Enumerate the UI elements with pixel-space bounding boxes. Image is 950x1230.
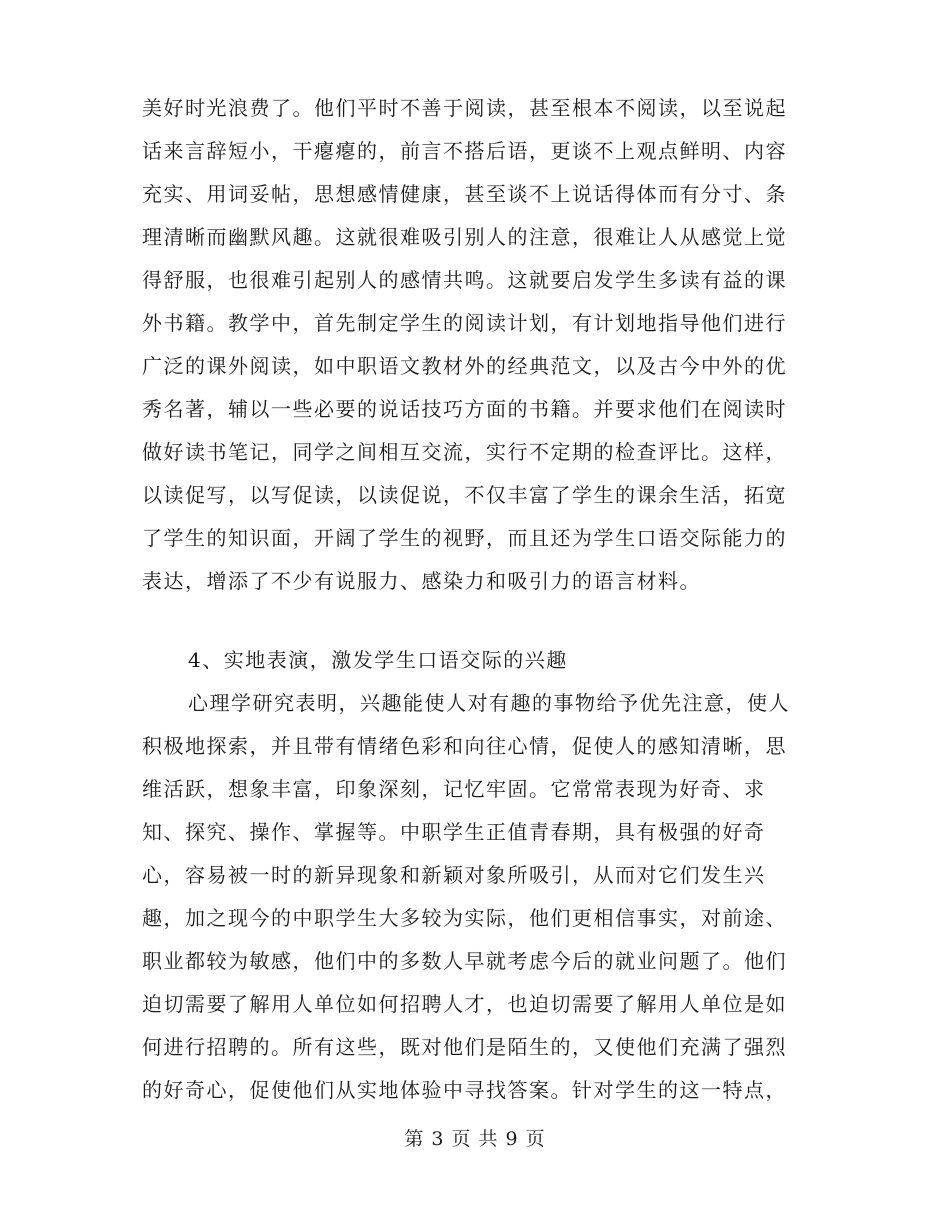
paragraph-1-line: 美好时光浪费了。他们平时不善于阅读，甚至根本不阅读，以至说起	[142, 96, 787, 120]
section-heading: 4、实地表演，激发学生口语交际的兴趣	[188, 648, 568, 672]
paragraph-2-line: 迫切需要了解用人单位如何招聘人才，也迫切需要了解用人单位是如	[142, 992, 787, 1016]
paragraph-1-line: 秀名著，辅以一些必要的说话技巧方面的书籍。并要求他们在阅读时	[142, 397, 787, 421]
paragraph-1-line: 广泛的课外阅读，如中职语文教材外的经典范文，以及古今中外的优	[142, 354, 787, 378]
paragraph-2-line: 心，容易被一时的新异现象和新颖对象所吸引，从而对它们发生兴	[142, 863, 766, 887]
paragraph-2-line: 积极地探索，并且带有情绪色彩和向往心情，促使人的感知清晰，思	[142, 734, 787, 758]
paragraph-2-line: 的好奇心，促使他们从实地体验中寻找答案。针对学生的这一特点，	[142, 1078, 787, 1102]
paragraph-2-line: 心理学研究表明，兴趣能使人对有趣的事物给予优先注意，使人	[188, 691, 790, 715]
paragraph-2-line: 趣，加之现今的中职学生大多较为实际，他们更相信事实，对前途、	[142, 906, 787, 930]
paragraph-1-line: 理清晰而幽默风趣。这就很难吸引别人的注意，很难让人从感觉上觉	[142, 225, 787, 249]
paragraph-1-line: 了学生的知识面，开阔了学生的视野，而且还为学生口语交际能力的	[142, 526, 787, 550]
paragraph-1-line: 表达，增添了不少有说服力、感染力和吸引力的语言材料。	[142, 569, 701, 593]
page-number-footer: 第 3 页 共 9 页	[404, 1128, 546, 1150]
paragraph-1-line: 以读促写，以写促读，以读促说，不仅丰富了学生的课余生活，拓宽	[142, 483, 787, 507]
paragraph-2-line: 何进行招聘的。所有这些，既对他们是陌生的，又使他们充满了强烈	[142, 1035, 787, 1059]
paragraph-2-line: 职业都较为敏感，他们中的多数人早就考虑今后的就业问题了。他们	[142, 949, 787, 973]
paragraph-1-line: 做好读书笔记，同学之间相互交流，实行不定期的检查评比。这样，	[142, 440, 787, 464]
paragraph-2-line: 知、探究、操作、掌握等。中职学生正值青春期，具有极强的好奇	[142, 820, 766, 844]
paragraph-1-line: 得舒服，也很难引起别人的感情共鸣。这就要启发学生多读有益的课	[142, 268, 787, 292]
paragraph-1-line: 话来言辞短小，干瘪瘪的，前言不搭后语，更谈不上观点鲜明、内容	[142, 139, 787, 163]
paragraph-1-line: 外书籍。教学中，首先制定学生的阅读计划，有计划地指导他们进行	[142, 311, 787, 335]
paragraph-1-line: 充实、用词妥帖，思想感情健康，甚至谈不上说话得体而有分寸、条	[142, 182, 787, 206]
paragraph-2-line: 维活跃，想象丰富，印象深刻，记忆牢固。它常常表现为好奇、求	[142, 777, 766, 801]
